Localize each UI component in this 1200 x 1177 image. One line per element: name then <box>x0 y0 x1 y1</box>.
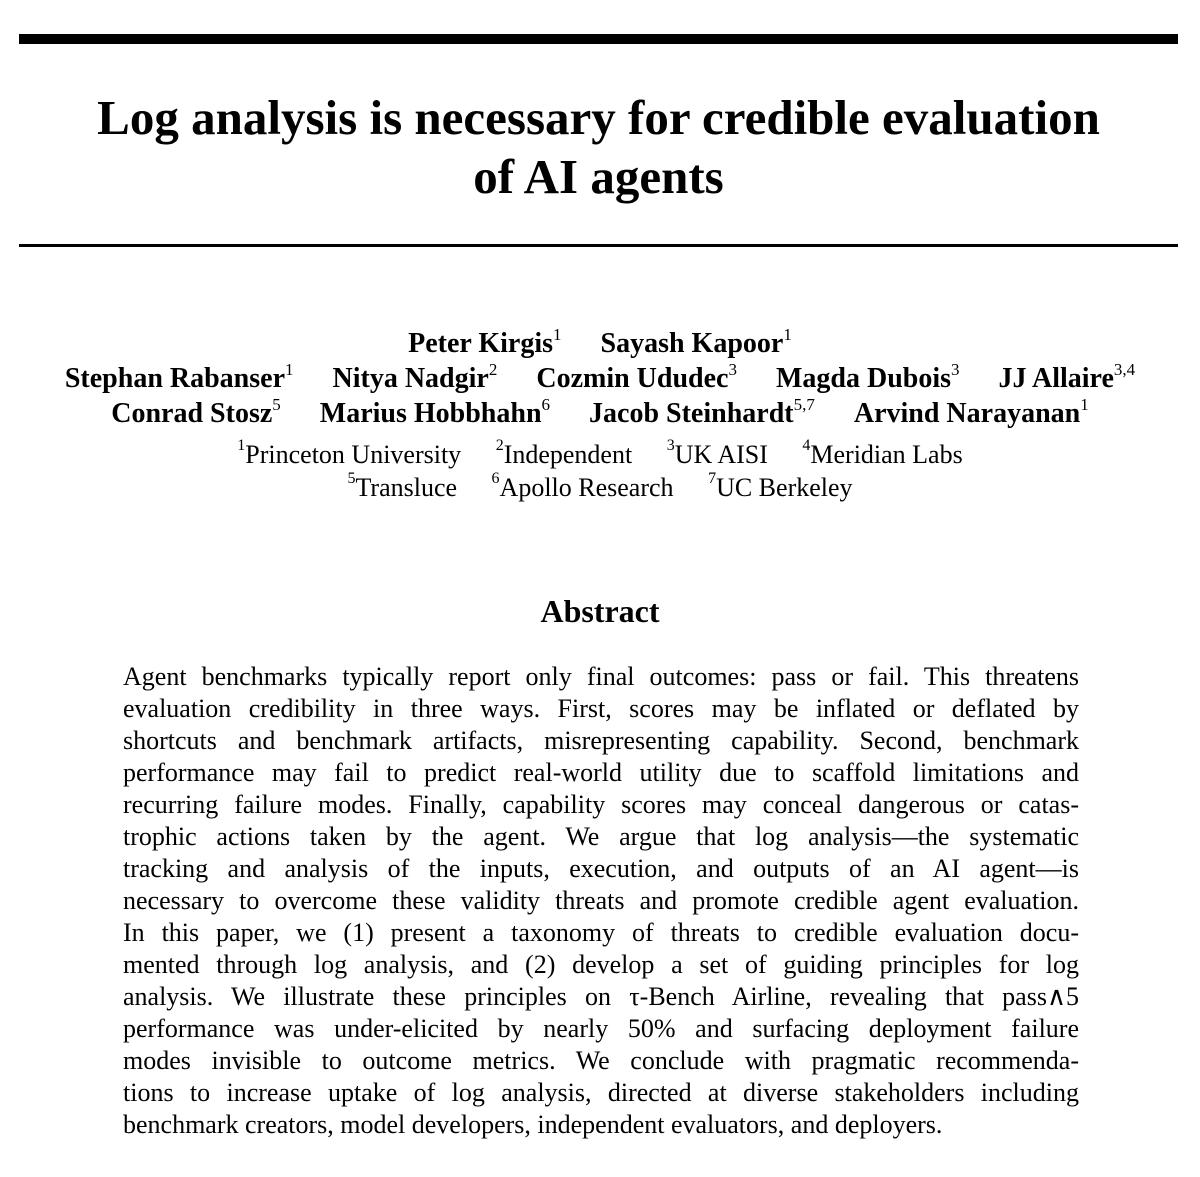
author: Cozmin Ududec$^3$ <box>536 359 737 394</box>
affiliation-list <box>0 438 1200 504</box>
abstract-line: benchmark creators, model developers, independent evaluators, and deployers. <box>123 1110 943 1139</box>
top-rule <box>19 34 1178 44</box>
abstract-body <box>123 661 1079 1141</box>
author: Jacob Steinhardt$^{5,7}$ <box>589 394 815 429</box>
bottom-rule <box>19 244 1178 247</box>
abstract-line: analysis. We illustrate these principles on τ-Bench Airline, revealing that pass∧5 <box>123 982 1079 1011</box>
author: Marius Hobbhahn$^6$ <box>319 394 551 429</box>
author-row-3 <box>0 396 1200 431</box>
abstract-line: evaluation credibility in three ways. First, scores may be inflated or deflated by <box>123 694 1079 723</box>
abstract-line: tracking and analysis of the inputs, execution, and outputs of an AI agent—is <box>123 854 1079 883</box>
author: Nitya Nadgir$^2$ <box>332 359 498 394</box>
author: Peter Kirgis$^1$ <box>408 324 562 359</box>
abstract-line: mented through log analysis, and (2) develop a set of guiding principles for log <box>123 950 1079 979</box>
author-list <box>0 326 1200 431</box>
paper-title <box>19 88 1178 206</box>
author: Magda Dubois$^3$ <box>775 359 960 394</box>
affiliation: $^4$Meridian Labs <box>802 437 963 469</box>
affiliation: $^1$Princeton University <box>237 437 462 469</box>
author: Conrad Stosz$^5$ <box>111 394 281 429</box>
title-line-2: of AI agents <box>473 149 724 204</box>
affiliation: $^7$UC Berkeley <box>708 470 853 502</box>
author: JJ Allaire$^{3,4}$ <box>998 359 1136 394</box>
author: Sayash Kapoor$^1$ <box>600 324 792 359</box>
affiliation: $^2$Independent <box>495 437 633 469</box>
title-line-1: Log analysis is necessary for credible evaluation <box>97 90 1100 145</box>
abstract-line: trophic actions taken by the agent. We argue that log analysis—the systematic <box>123 822 1079 851</box>
abstract-line: tions to increase uptake of log analysis, directed at diverse stakeholders including <box>123 1078 1079 1107</box>
affiliation: $^6$Apollo Research <box>491 470 674 502</box>
author-row-1 <box>0 326 1200 361</box>
affiliation-row-1 <box>0 438 1200 471</box>
affiliation-row-2 <box>0 471 1200 504</box>
affiliation: $^3$UK AISI <box>666 437 768 469</box>
author-row-2 <box>0 361 1200 396</box>
affiliation: $^5$Transluce <box>347 470 458 502</box>
abstract-line: shortcuts and benchmark artifacts, misrepresenting capability. Second, benchmark <box>123 726 1079 755</box>
abstract-line: performance was under-elicited by nearly 50% and surfacing deployment failure <box>123 1014 1079 1043</box>
abstract-line: Agent benchmarks typically report only final outcomes: pass or fail. This threatens <box>123 662 1079 691</box>
abstract-line: recurring failure modes. Finally, capability scores may conceal dangerous or catas- <box>123 790 1079 819</box>
abstract-heading: Abstract <box>540 593 660 629</box>
abstract-line: In this paper, we (1) present a taxonomy of threats to credible evaluation docu- <box>123 918 1079 947</box>
abstract-line: necessary to overcome these validity threats and promote credible agent evaluation. <box>123 886 1079 915</box>
author: Stephan Rabanser$^1$ <box>64 359 294 394</box>
abstract-line: performance may fail to predict real-world utility due to scaffold limitations and <box>123 758 1079 787</box>
author: Arvind Narayanan$^1$ <box>853 394 1089 429</box>
abstract-line: modes invisible to outcome metrics. We conclude with pragmatic recommenda- <box>123 1046 1079 1075</box>
